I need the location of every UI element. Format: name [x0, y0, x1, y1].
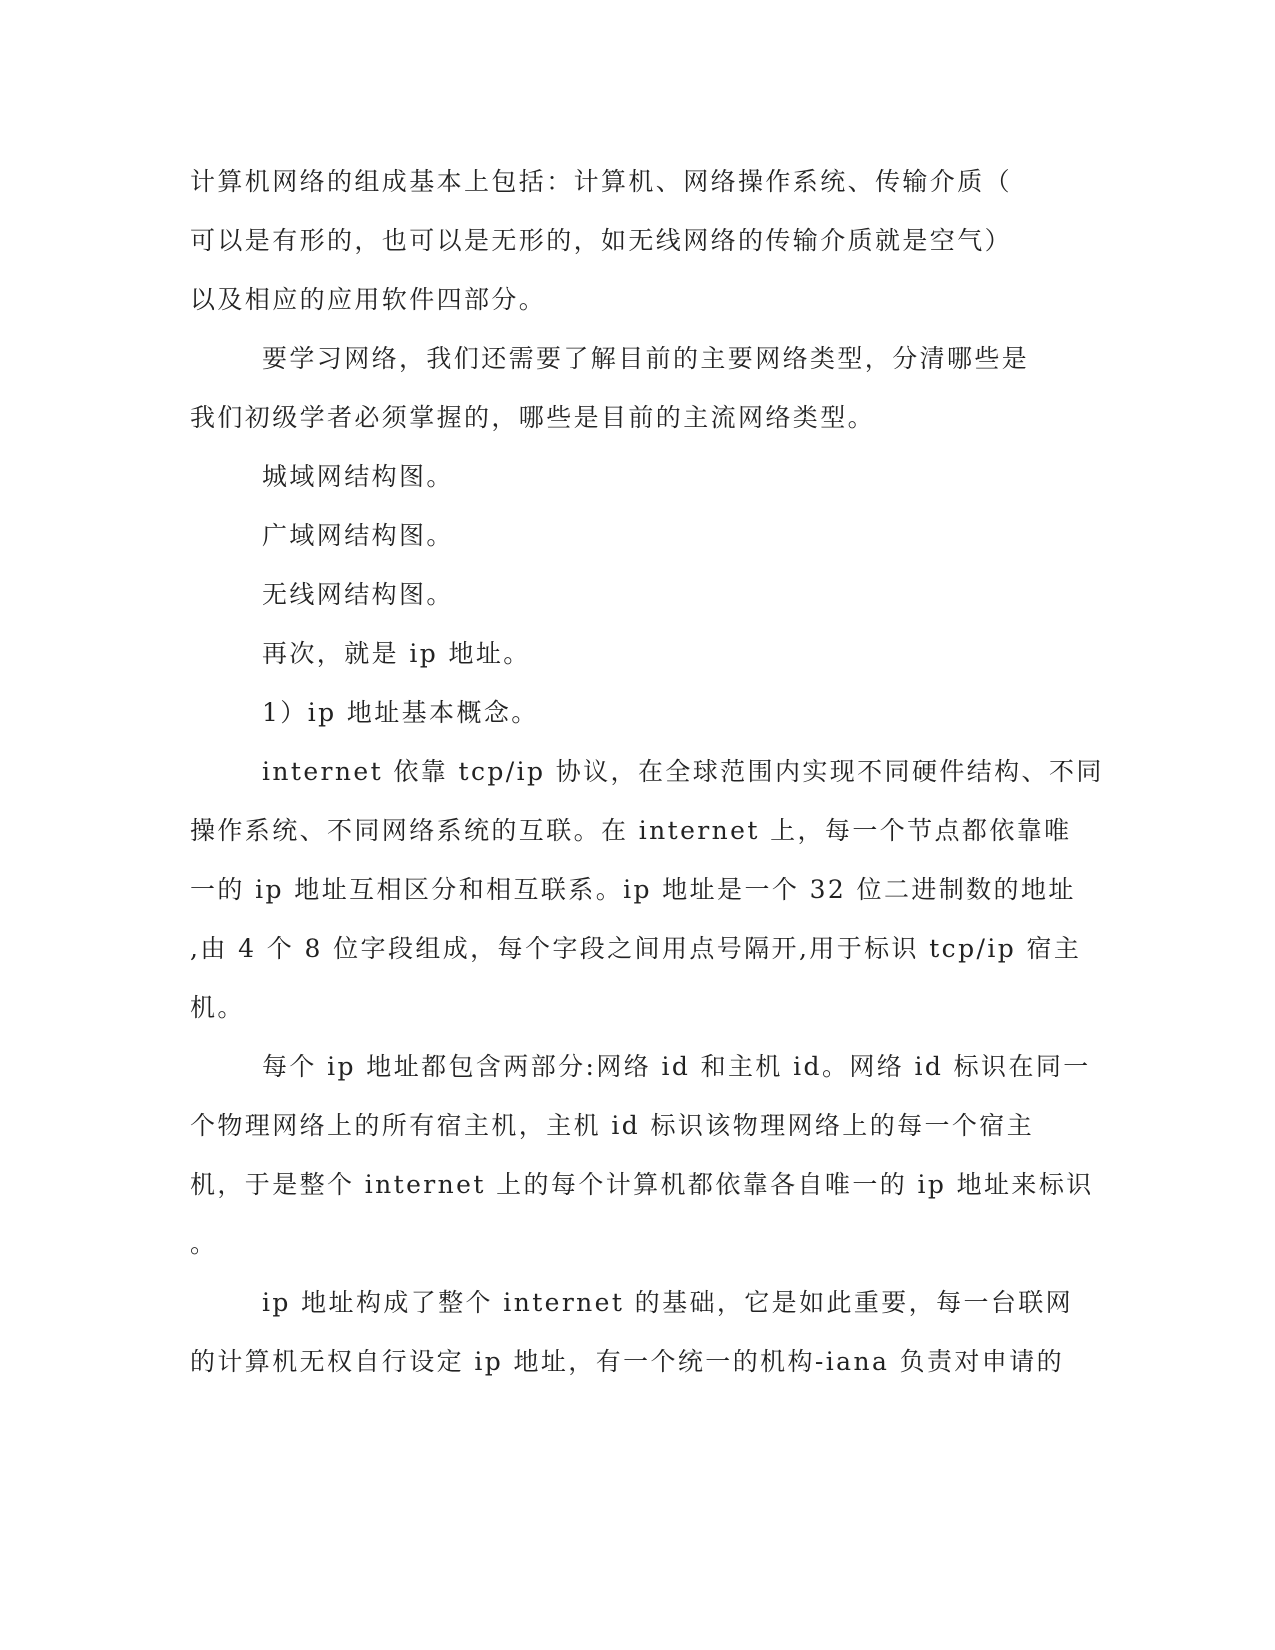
text-line: internet 依靠 tcp/ip 协议，在全球范围内实现不同硬件结构、不同 — [262, 757, 1104, 786]
text-line: 。 — [190, 1229, 218, 1258]
text-line: 个物理网络上的所有宿主机，主机 id 标识该物理网络上的每一个宿主 — [190, 1111, 1035, 1140]
text-line: 城域网结构图。 — [262, 462, 454, 491]
text-line: 操作系统、不同网络系统的互联。在 internet 上，每一个节点都依靠唯 — [190, 816, 1072, 845]
text-line: 机，于是整个 internet 上的每个计算机都依靠各自唯一的 ip 地址来标识 — [190, 1170, 1094, 1199]
text-line: 每个 ip 地址都包含两部分:网络 id 和主机 id。网络 id 标识在同一 — [262, 1052, 1091, 1081]
text-line: ,由 4 个 8 位字段组成，每个字段之间用点号隔开,用于标识 tcp/ip 宿主 — [190, 934, 1082, 963]
text-line: 要学习网络，我们还需要了解目前的主要网络类型，分清哪些是 — [262, 344, 1030, 373]
text-line: 1）ip 地址基本概念。 — [262, 698, 539, 727]
text-line: 以及相应的应用软件四部分。 — [190, 285, 547, 314]
text-line: 计算机网络的组成基本上包括：计算机、网络操作系统、传输介质（ — [190, 167, 1013, 196]
text-line: 广域网结构图。 — [262, 521, 454, 550]
text-line: 的计算机无权自行设定 ip 地址，有一个统一的机构-iana 负责对申请的 — [190, 1347, 1064, 1376]
text-line: 一的 ip 地址互相区分和相互联系。ip 地址是一个 32 位二进制数的地址 — [190, 875, 1076, 904]
text-line: 再次，就是 ip 地址。 — [262, 639, 531, 668]
text-line: 可以是有形的，也可以是无形的，如无线网络的传输介质就是空气） — [190, 226, 1013, 255]
text-line: ip 地址构成了整个 internet 的基础，它是如此重要，每一台联网 — [262, 1288, 1074, 1317]
text-line: 我们初级学者必须掌握的，哪些是目前的主流网络类型。 — [190, 403, 876, 432]
text-line: 无线网结构图。 — [262, 580, 454, 609]
text-line: 机。 — [190, 993, 245, 1022]
